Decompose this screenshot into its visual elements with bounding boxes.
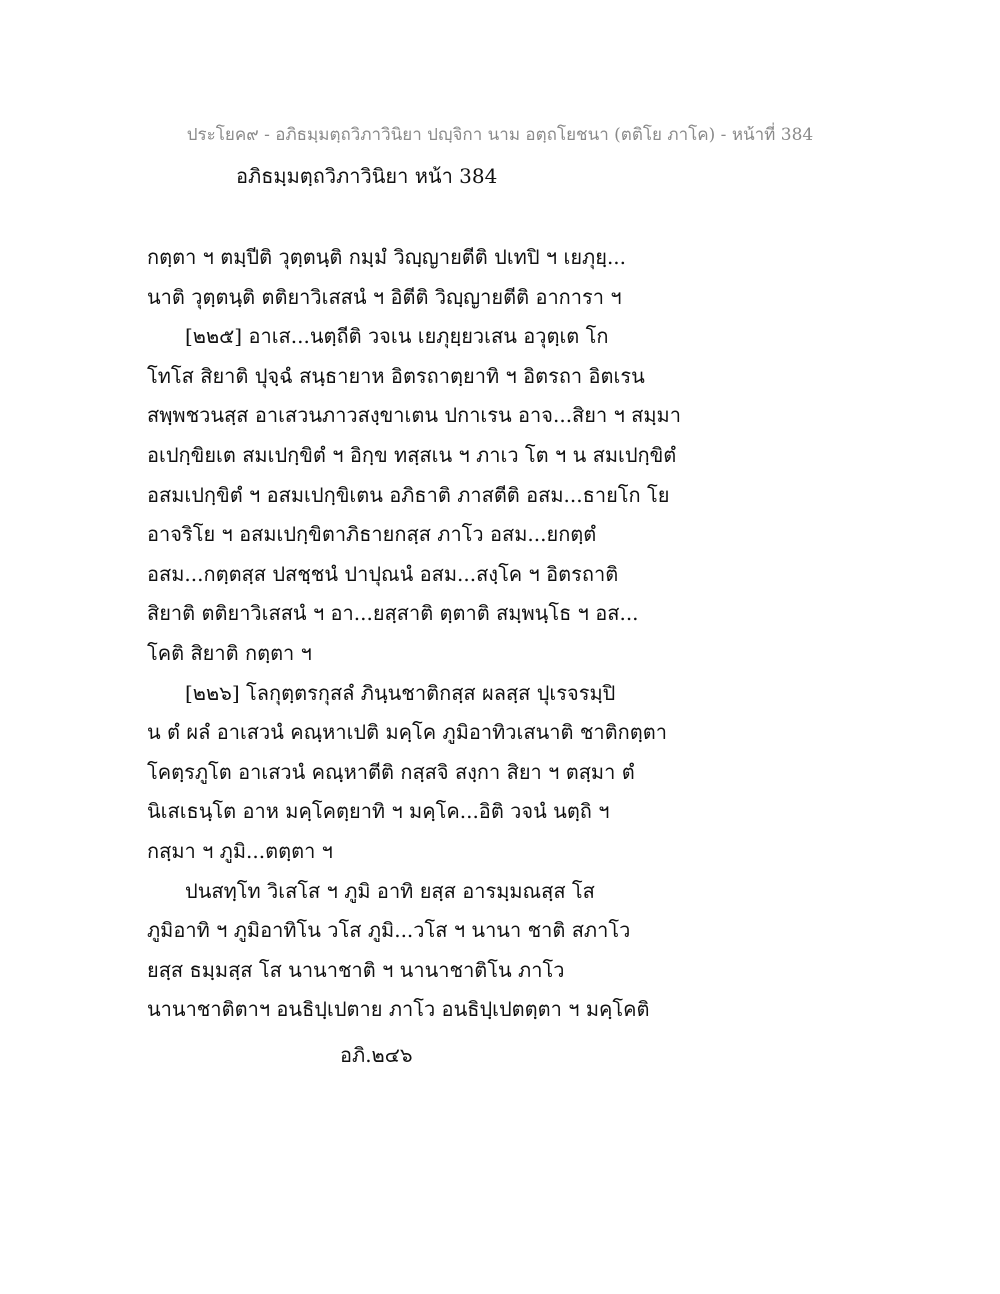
text-line: โคติ สิยาติ กตฺตา ฯ [147,640,312,665]
text-line: กสฺมา ฯ ภูมิ...ตตฺตา ฯ [147,838,333,863]
text-line: กตฺตา ฯ ตมฺปีติ วุตฺตนฺติ กมฺมํ วิญฺญายตีติ ปเทปิ ฯ เยภุยฺ... [147,245,627,269]
text-line: สพฺพชวนสฺส อาเสวนภาวสงฺขาเตน ปกาเรน อาจ...สิยา ฯ สมฺมา [147,403,681,428]
text-line: อสม...กตฺตสฺส ปสชฺชนํ ปาปุณนํ อสม...สงฺโค ฯ อิตรถาติ [147,561,619,586]
running-header-text: ประโยค๙ - อภิธมฺมตฺถวิภาวินิยา ปญฺจิกา นาม อตฺถโยชนา (ตติโย ภาโค) - หน้าที่ 384 [186,125,814,145]
text-line: ยสฺส ธมฺมสฺส โส นานาชาติ ฯ นานาชาติโน ภาโว [147,957,565,982]
text-line: ภูมิอาทิ ฯ ภูมิอาทิโน วโส ภูมิ...วโส ฯ นานา ชาติ สภาโว [147,918,631,943]
footer-page-mark: อภิ.๒๔๖ [340,1043,413,1067]
text-line: [๒๒๖] โลกุตฺตรกุสลํ ภินฺนชาติกสฺส ผลสฺส ปุเรจรมฺปิ [185,680,616,705]
text-line: อสมเปกฺขิตํ ฯ อสมเปกฺขิเตน อภิธาติ ภาสตีติ อสม...ธายโก โย [147,482,670,507]
text-line: นาติ วุตฺตนฺติ ตติยาวิเสสนํ ฯ อิตีติ วิญฺญายตีติ อาการา ฯ [147,284,622,309]
text-line: นานาชาติตาฯ อนธิปฺเปตาย ภาโว อนธิปฺเปตตฺตา ฯ มคฺโคติ [147,997,650,1022]
text-line: น ตํ ผลํ อาเสวนํ คณฺหาเปติ มคฺโค ภูมิอาทิวเสนาติ ชาติกตฺตา [147,720,667,745]
text-line: อเปกฺขิยเต สมเปกฺขิตํ ฯ อิกฺข ทสฺสเน ฯ ภาเว โต ฯ น สมเปกฺขิตํ [147,442,677,467]
body-text [147,238,867,1030]
page-title: อภิธมฺมตฺถวิภาวินิยา หน้า 384 [236,164,498,188]
text-line: โทโส สิยาติ ปุจฺฉํ สนฺธายาห อิตรถาตฺยาทิ ฯ อิตรถา อิตเรน [147,363,645,388]
text-line: นิเสเธนฺโต อาห มคฺโคตฺยาทิ ฯ มคฺโค...อิติ วจนํ นตฺถิ ฯ [147,799,610,824]
running-header [0,121,1000,148]
text-line: สิยาติ ตติยาวิเสสนํ ฯ อา...ยสฺสาติ ตฺตาติ สมฺพนฺโธ ฯ อส... [147,601,639,626]
text-line: โคตฺรภูโต อาเสวนํ คณฺหาตีติ กสฺสจิ สงฺกา สิยา ฯ ตสฺมา ตํ [147,759,635,784]
text-line: ปนสทฺโท วิเสโส ฯ ภูมิ อาทิ ยสฺส อารมฺมณสฺส โส [185,878,595,903]
text-line: อาจริโย ฯ อสมเปกฺขิตาภิธายกสฺส ภาโว อสม...ยกตฺตํ [147,522,597,547]
text-line: [๒๒๕] อาเส...นตฺถีติ วจเน เยภุยฺยวเสน อวุตฺเต โก [185,324,609,349]
